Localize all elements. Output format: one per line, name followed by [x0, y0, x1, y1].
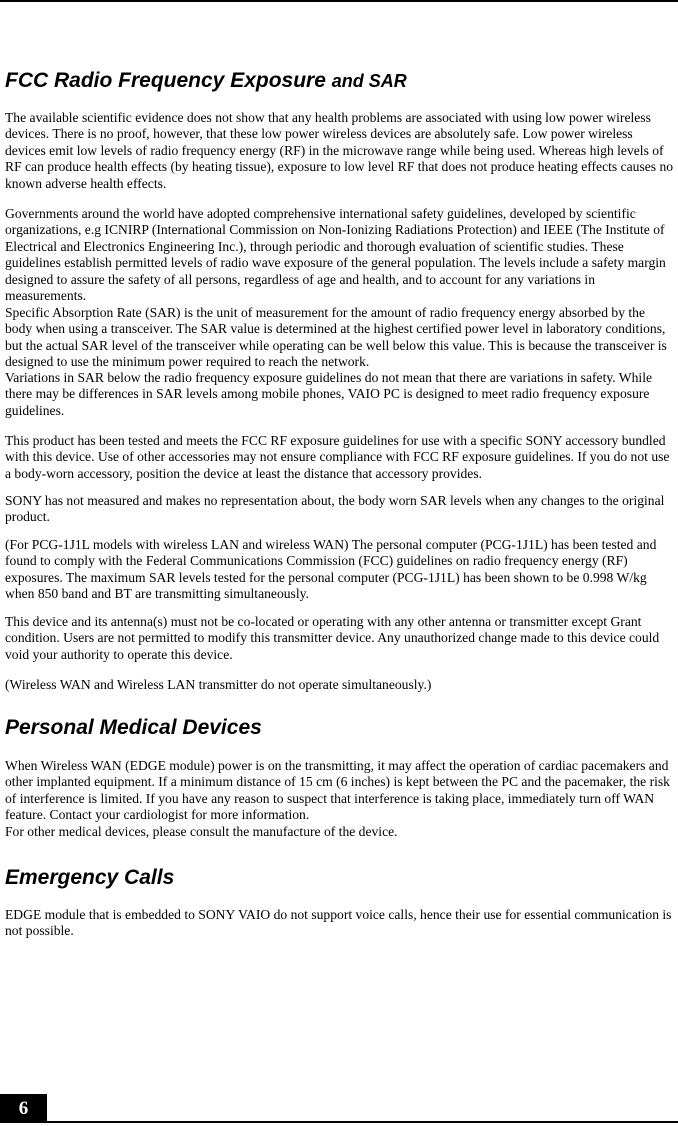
- title-suffix: and SAR: [331, 71, 407, 91]
- paragraph: (For PCG-1J1L models with wireless LAN and wireless WAN) The personal computer (PCG-1J1L) has been tested and found to comply with the Federal Communications Commission (FCC) guidelines on radio frequency energy (RF) exposures. The maximum SAR levels tested for the personal computer (PCG-1J1L) has been shown to be 0.998 W/kg when 850 band and BT are transmitting simultaneously.: [5, 537, 657, 602]
- paragraph: Governments around the world have adopted comprehensive international safety guidelines, developed by scientific organizations, e.g ICNIRP (International Commission on Non-Ionizing Radiations Protection) and IEEE (The Institute of Electrical and Electronics Engineering Inc.), through periodic and thorough evaluation of scientific studies. These guidelines establish permitted levels of radio wave exposure of the general population. The levels include a safety margin designed to assure the safety of all persons, regardless of age and health, and to account for any variations in measurements.: [5, 206, 666, 304]
- paragraph: Specific Absorption Rate (SAR) is the unit of measurement for the amount of radio frequency energy absorbed by the body when using a transceiver. The SAR value is determined at the highest certified power level in laboratory conditions, but the actual SAR level of the transceiver while operating can be well below this value. This is because the transceiver is designed to use the minimum power required to reach the network.: [5, 305, 667, 370]
- paragraph: SONY has not measured and makes no representation about, the body worn SAR levels when any changes to the original product.: [5, 493, 665, 525]
- paragraph: EDGE module that is embedded to SONY VAIO do not support voice calls, hence their use for essential communication is not possible.: [5, 907, 672, 939]
- paragraph: This product has been tested and meets the FCC RF exposure guidelines for use with a specific SONY accessory bundled with this device. Use of other accessories may not ensure compliance with FCC RF exposure guidelines. If you do not use a body-worn accessory, position the device at least the distance that accessory provides.: [5, 433, 670, 481]
- page-number: 6: [0, 1094, 47, 1123]
- paragraph: For other medical devices, please consult the manufacture of the device.: [5, 824, 398, 839]
- paragraph: (Wireless WAN and Wireless LAN transmitter do not operate simultaneously.): [5, 677, 432, 692]
- section-title-emergency: Emergency Calls: [5, 866, 175, 889]
- paragraph: When Wireless WAN (EDGE module) power is on the transmitting, it may affect the operation of cardiac pacemakers and other implanted equipment. If a minimum distance of 15 cm (6 inches) is kept between the PC and the pacemaker, the risk of interference is limited. If you have any reason to suspect that interference is taking place, immediately turn off WAN feature. Contact your cardiologist for more information.: [5, 758, 670, 823]
- paragraph: This device and its antenna(s) must not be co-located or operating with any other antenna or transmitter except Grant condition. Users are not permitted to modify this transmitter device. Any unauthorized change made to this device could void your authority to operate this device.: [5, 614, 660, 662]
- paragraph: Variations in SAR below the radio frequency exposure guidelines do not mean that there are variations in safety. While there may be differences in SAR levels among mobile phones, VAIO PC is designed to meet radio frequency exposure guidelines.: [5, 370, 653, 418]
- top-rule: [0, 0, 678, 2]
- section-title-medical: Personal Medical Devices: [5, 716, 262, 739]
- section-title-fcc: [5, 69, 407, 93]
- title-main: FCC Radio Frequency Exposure: [5, 69, 326, 92]
- paragraph: The available scientific evidence does not show that any health problems are associated with using low power wireless devices. There is no proof, however, that these low power wireless devices are absolutely safe. Low power wireless devices emit low levels of radio frequency energy (RF) in the microwave range while being used. Whereas high levels of RF can produce health effects (by heating tissue), exposure to low level RF that does not produce heating effects causes no known adverse health effects.: [5, 110, 674, 191]
- bottom-rule: [0, 1121, 678, 1123]
